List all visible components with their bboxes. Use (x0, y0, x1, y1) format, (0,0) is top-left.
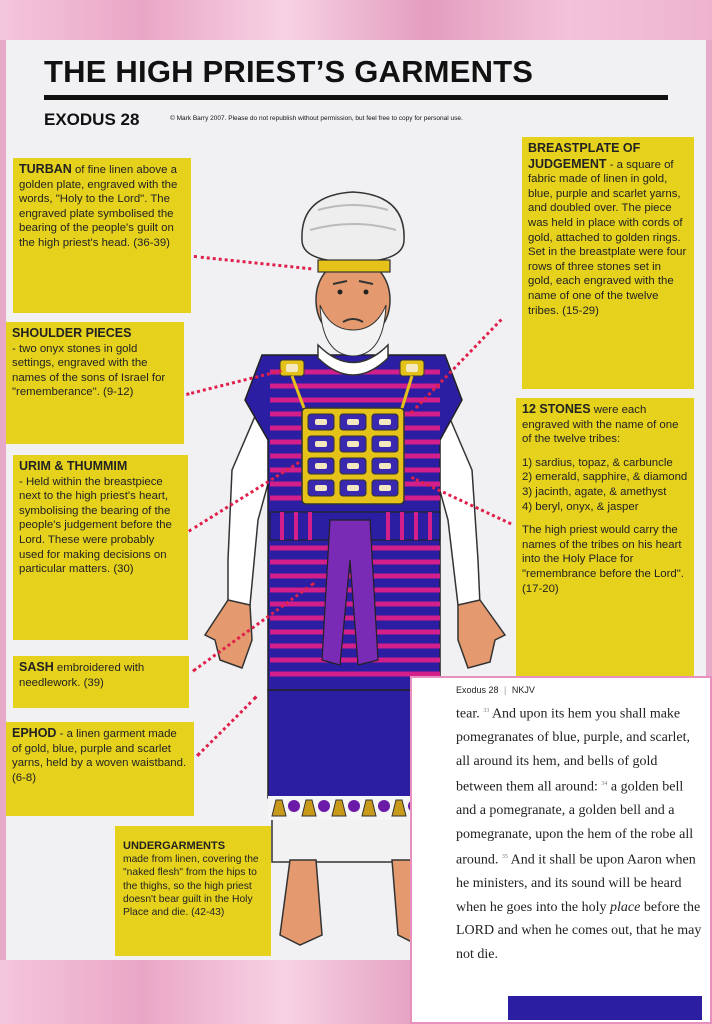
verse-number-34: 34 (601, 781, 608, 788)
label-turban-head: TURBAN (19, 162, 72, 176)
verse-35-text-b: before the (640, 899, 701, 915)
bible-passage-panel (410, 676, 712, 1024)
label-turban-body: of fine linen above a golden plate, engraved with the words, "Holy to the Lord". The engraved plate symbolised the bearing of the people's guilt on the high priest's head. (36-39) (19, 164, 178, 249)
verse-35-lord: LORD (456, 923, 495, 939)
stone-row-4: 4) beryl, onyx, & jasper (522, 500, 639, 513)
label-urim-head: URIM & THUMMIM (19, 459, 128, 473)
label-sash-body: embroidered with needlework. (39) (19, 662, 145, 689)
label-turban (13, 158, 191, 313)
label-undergarments-body: made from linen, covering the "naked flesh" from the hips to the thighs, so the high priest doesn't bear guilt in the Holy Place and die. (42-43) (123, 854, 259, 919)
verse-35-italic-place: place (609, 899, 641, 915)
label-12-stones (516, 398, 694, 676)
label-shoulder-head: SHOULDER PIECES (12, 326, 132, 340)
verse-number-33: 33 (483, 708, 490, 714)
robe-hem-strip (508, 996, 702, 1020)
label-ephod-head: EPHOD (12, 726, 57, 740)
verse-33-text: And upon its hem you shall make pomegranates of blue, purple, and scarlet, all around its hem, and bells of gold between them all around: (456, 706, 691, 795)
bible-word-tear: tear. (456, 706, 480, 722)
label-urim-body: - Held within the breastpiece next to the high priest's heart, symbolising the bearing of the people's judgement before the Lord. These were probably used for making decisions on particular matters. (30) (19, 475, 172, 576)
verse-35-text-a: And it shall be upon Aaron when he ministers, and its sound will be heard when he goes into the holy (456, 852, 696, 915)
bible-reference-bar (456, 685, 535, 695)
verse-35-text-c: and when he comes out, that he may not die. (456, 923, 702, 962)
label-sash (13, 656, 189, 708)
verse-number-35: 35 (501, 854, 508, 861)
label-shoulder-body: - two onyx stones in gold settings, engraved with the names of the sons of Israel for "rememberance". (9-12) (12, 342, 166, 399)
label-ephod-body: - a linen garment made of gold, blue, purple and scarlet yarns, held by a woven waistband. (6-8) (12, 728, 187, 784)
stone-row-1: 1) sardius, topaz, & carbuncle (522, 456, 673, 469)
verse-34-text: a golden bell and a pomegranate, a golden bell and a pomegranate, upon the hem of the robe all around. (456, 779, 694, 868)
label-urim-thummim (13, 455, 188, 640)
bible-text (456, 700, 706, 966)
label-undergarments-head: UNDERGARMENTS (123, 840, 226, 852)
stone-row-2: 2) emerald, sapphire, & diamond (522, 471, 688, 484)
poster-title: THE HIGH PRIEST’S GARMENTS (44, 54, 534, 89)
label-breastplate (522, 137, 694, 389)
label-shoulder-pieces (6, 322, 184, 444)
bible-separator: | (504, 685, 507, 695)
label-ephod (6, 722, 194, 816)
bible-reference[interactable]: Exodus 28 (456, 685, 499, 695)
bible-version[interactable]: NKJV (511, 685, 535, 695)
label-stones-footer: The high priest would carry the names of the tribes on his heart into the Holy Place for "remembrance before the Lord". (17-20) (522, 524, 684, 595)
copyright-note: © Mark Barry 2007. Please do not republish without permission, but feel free to copy for personal use. (170, 115, 463, 122)
poster-subtitle: EXODUS 28 (44, 110, 140, 129)
label-undergarments (115, 826, 271, 956)
label-stones-head: 12 STONES (522, 402, 591, 416)
label-sash-head: SASH (19, 660, 54, 674)
label-breastplate-body: - a square of fabric made of linen in gold, blue, purple and scarlet yarns, and doubled over. The piece was held in place with cords of gold, attached to golden rings. Set in the breastplate were four rows of three stones set in gold, each engraved with the name of one of the twelve tribes. (15-29) (528, 158, 687, 317)
label-stones-body: were each engraved with the name of one of the twelve tribes: (522, 404, 679, 446)
stone-row-3: 3) jacinth, agate, & amethyst (522, 485, 667, 498)
label-breastplate-head: BREASTPLATE OF JUDGEMENT (528, 141, 641, 171)
